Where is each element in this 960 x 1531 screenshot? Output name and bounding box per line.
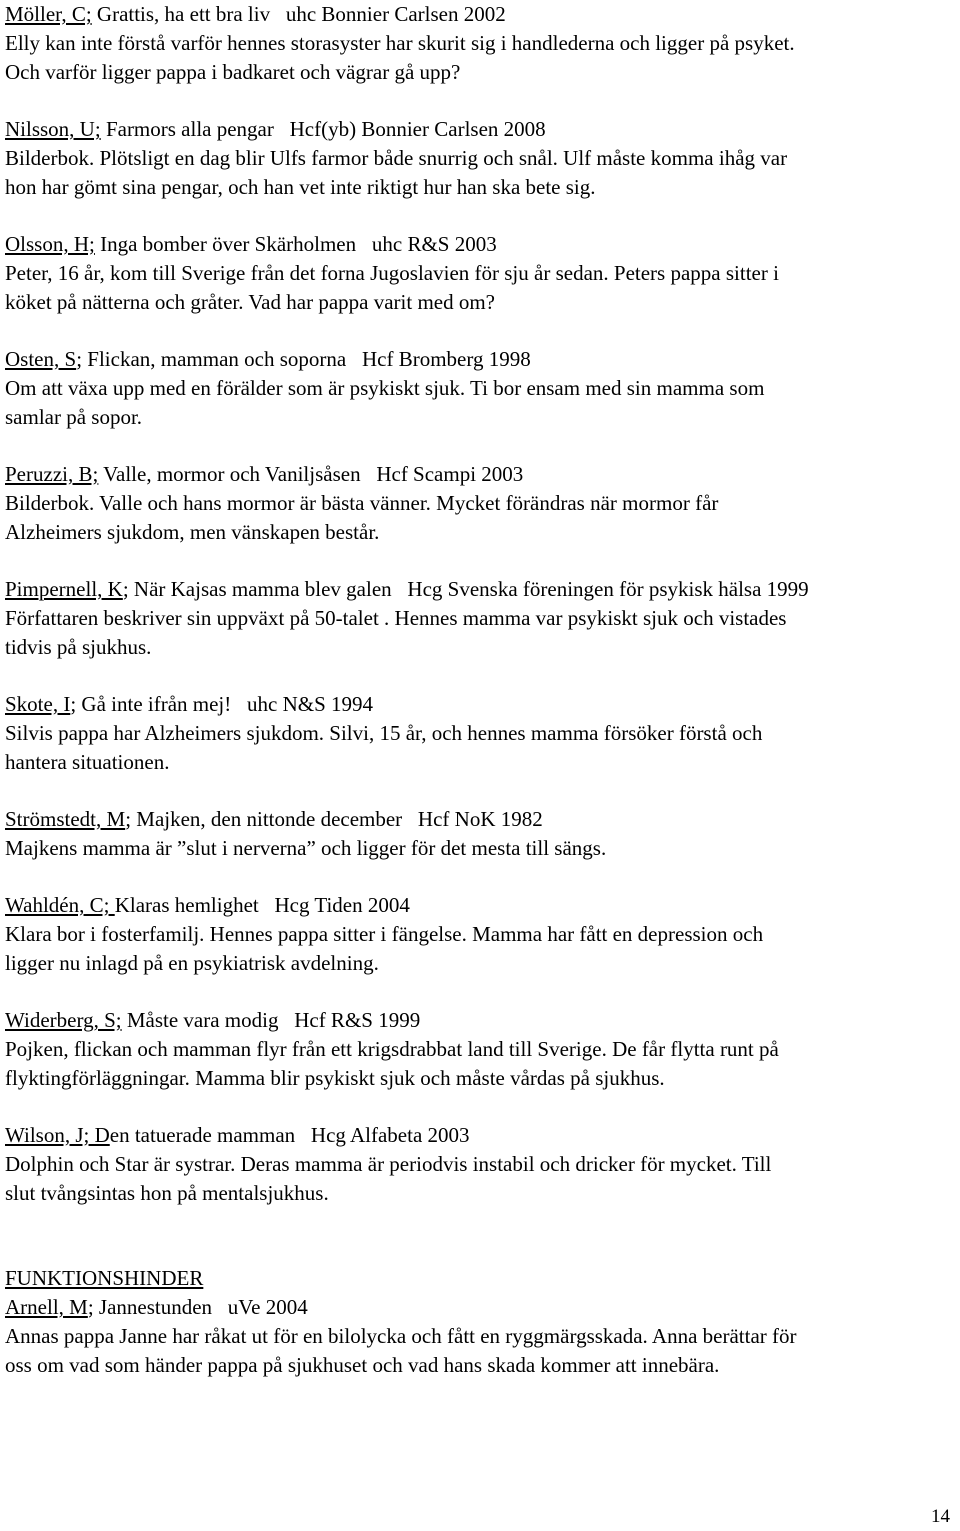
author-name: Widerberg, S; [5, 1008, 122, 1032]
description-line: köket på nätterna och gråter. Vad har pappa varit med om? [5, 290, 496, 314]
description-line: Bilderbok. Plötsligt en dag blir Ulfs farmor både snurrig och snål. Ulf måste komma ihåg var [5, 146, 788, 170]
entry-heading [5, 891, 957, 920]
description-line: Bilderbok. Valle och hans mormor är bästa vänner. Mycket förändras när mormor får [5, 491, 719, 515]
author-name: Wahldén, C; [5, 893, 115, 917]
description-line: oss om vad som händer pappa på sjukhuset och vad hans skada kommer att innebära. [5, 1353, 720, 1377]
entry-heading [5, 1293, 957, 1322]
author-name: Peruzzi, B; [5, 462, 99, 486]
page-number: 14 [931, 1506, 950, 1527]
author-name: Möller, C; [5, 2, 92, 26]
author-name: Skote, I [5, 692, 71, 716]
entry-heading [5, 1006, 957, 1035]
description-line: Och varför ligger pappa i badkaret och vägrar gå upp? [5, 60, 461, 84]
description-line: Annas pappa Janne har råkat ut för en bilolycka och fått en ryggmärgsskada. Anna berättar för [5, 1324, 797, 1348]
book-entry-arnell [5, 1293, 957, 1380]
entry-heading [5, 805, 957, 834]
description-line: Klara bor i fosterfamilj. Hennes pappa sitter i fängelse. Mamma har fått en depression och [5, 922, 764, 946]
author-name: Osten, S [5, 347, 77, 371]
title-line: ; När Kajsas mamma blev galen Hcg Svenska föreningen för psykisk hälsa 1999 [122, 577, 809, 601]
title-line: Inga bomber över Skärholmen uhc R&S 2003 [94, 232, 497, 256]
entry-heading [5, 115, 957, 144]
book-entry-osten [5, 345, 957, 432]
book-entry-moller [5, 0, 957, 87]
title-line: ; Jannestunden uVe 2004 [87, 1295, 308, 1319]
book-entry-olsson [5, 230, 957, 317]
description-line: hon har gömt sina pengar, och han vet inte riktigt hur han ska bete sig. [5, 175, 596, 199]
entry-heading [5, 575, 957, 604]
title-line: ; Gå inte ifrån mej! uhc N&S 1994 [70, 692, 374, 716]
description-line: ligger nu inlagd på en psykiatrisk avdelning. [5, 951, 379, 975]
author-name: Wilson, J; D [5, 1123, 110, 1147]
description-line: Dolphin och Star är systrar. Deras mamma är periodvis instabil och dricker för mycket. Till [5, 1152, 772, 1176]
entry-heading [5, 0, 957, 29]
description-line: Majkens mamma är ”slut i nerverna” och ligger för det mesta till sängs. [5, 836, 607, 860]
author-name: Pimpernell, K [5, 577, 123, 601]
title-line: ; Flickan, mamman och soporna Hcf Bromberg 1998 [76, 347, 531, 371]
description-line: slut tvångsintas hon på mentalsjukhus. [5, 1181, 329, 1205]
author-name: Nilsson, U; [5, 117, 101, 141]
description-line: Peter, 16 år, kom till Sverige från det forna Jugoslavien för sju år sedan. Peters pappa sitter i [5, 261, 779, 285]
section-heading-funktionshinder: FUNKTIONSHINDER [5, 1266, 204, 1290]
entry-heading [5, 690, 957, 719]
book-entry-peruzzi [5, 460, 957, 547]
author-name: Arnell, M [5, 1295, 88, 1319]
description-line: Pojken, flickan och mamman flyr från ett krigsdrabbat land till Sverige. De får flytta runt på [5, 1037, 779, 1061]
description-line: Silvis pappa har Alzheimers sjukdom. Silvi, 15 år, och hennes mamma försöker förstå och [5, 721, 763, 745]
book-entry-skote [5, 690, 957, 777]
description-line: Elly kan inte förstå varför hennes storasyster har skurit sig i handlederna och ligger på psyket. [5, 31, 795, 55]
title-line: Grattis, ha ett bra liv uhc Bonnier Carlsen 2002 [91, 2, 506, 26]
description-line: Om att växa upp med en förälder som är psykiskt sjuk. Ti bor ensam med sin mamma som [5, 376, 765, 400]
book-entry-wahlden [5, 891, 957, 978]
entry-heading [5, 1121, 957, 1150]
book-entry-nilsson [5, 115, 957, 202]
description-line: Alzheimers sjukdom, men vänskapen består. [5, 520, 380, 544]
title-line: Valle, mormor och Vaniljsåsen Hcf Scampi 2003 [98, 462, 524, 486]
book-entry-pimpernell [5, 575, 957, 662]
author-name: Strömstedt, M [5, 807, 126, 831]
title-line: en tatuerade mamman Hcg Alfabeta 2003 [109, 1123, 470, 1147]
title-line: ; Majken, den nittonde december Hcf NoK 1982 [125, 807, 543, 831]
book-entry-stromstedt [5, 805, 957, 863]
description-line: Författaren beskriver sin uppväxt på 50-talet . Hennes mamma var psykiskt sjuk och vistades [5, 606, 787, 630]
description-line: tidvis på sjukhus. [5, 635, 152, 659]
entry-heading [5, 345, 957, 374]
description-line: samlar på sopor. [5, 405, 143, 429]
document-page [5, 0, 957, 1408]
book-entry-wilson [5, 1121, 957, 1208]
entry-heading [5, 460, 957, 489]
description-line: hantera situationen. [5, 750, 170, 774]
title-line: Farmors alla pengar Hcf(yb) Bonnier Carlsen 2008 [100, 117, 546, 141]
title-line: Måste vara modig Hcf R&S 1999 [121, 1008, 421, 1032]
book-entry-widerberg [5, 1006, 957, 1093]
author-name: Olsson, H; [5, 232, 95, 256]
title-line: Klaras hemlighet Hcg Tiden 2004 [114, 893, 410, 917]
entry-heading [5, 230, 957, 259]
description-line: flyktingförläggningar. Mamma blir psykiskt sjuk och måste vårdas på sjukhus. [5, 1066, 665, 1090]
